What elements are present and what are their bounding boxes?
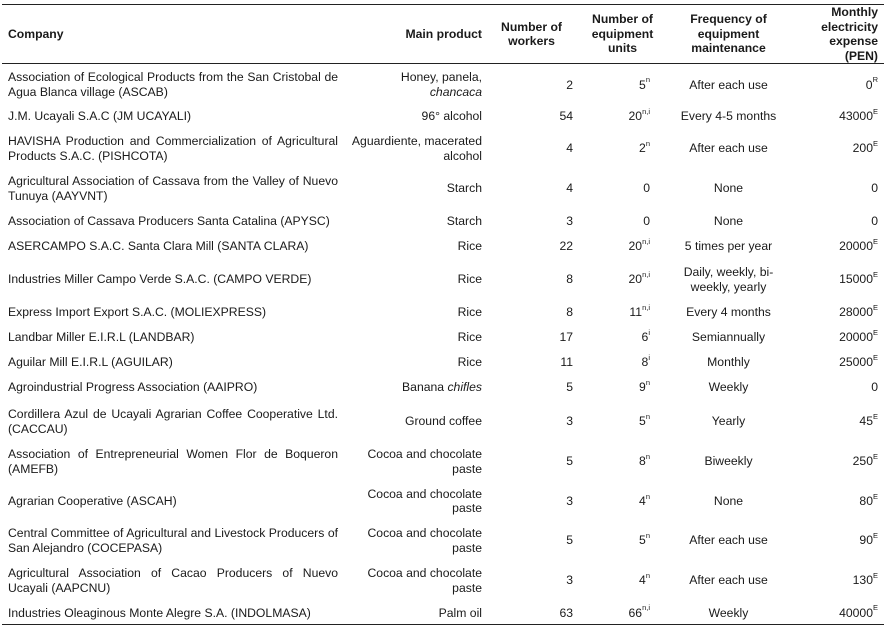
cell-company: ASERCAMPO S.A.C. Santa Clara Mill (SANTA CLARA) <box>8 239 309 254</box>
expense-footnote: E <box>872 303 878 313</box>
units-footnote: n <box>645 378 650 388</box>
expense-value: 20000 <box>839 330 873 345</box>
cell-expense <box>789 64 884 106</box>
header-company: Company <box>2 5 342 64</box>
cell-frequency: Every 4-5 months <box>680 109 777 124</box>
cell-frequency: Daily, weekly, bi-weekly, yearly <box>683 265 774 294</box>
units-value: 6 <box>641 330 649 345</box>
units-footnote: i <box>648 328 650 338</box>
cell-units <box>577 170 668 208</box>
cell-product <box>342 443 486 481</box>
units-footnote: n,i <box>642 270 650 280</box>
cell-workers: 3 <box>566 414 573 429</box>
cell-frequency: Weekly <box>668 602 789 625</box>
cell-units <box>577 325 668 351</box>
cell-workers: 11 <box>560 355 573 370</box>
cell-company: Agricultural Association of Cassava from the Valley of Nuevo Tunuya (AAYVNT) <box>8 174 338 203</box>
cell-workers: 54 <box>559 109 573 124</box>
cell-units <box>577 301 668 325</box>
units-value: 20 <box>628 239 643 254</box>
cell-expense <box>789 522 884 560</box>
expense-footnote: E <box>872 139 878 149</box>
cell-units <box>577 602 668 625</box>
cell-frequency: After each use <box>689 77 768 92</box>
cell-frequency: Every 4 months <box>686 305 771 320</box>
cell-frequency: None <box>713 181 744 196</box>
expense-value: 15000 <box>839 272 873 287</box>
expense-value: 45 <box>859 414 873 429</box>
product-text: Starch <box>446 213 482 228</box>
cell-expense <box>789 235 884 259</box>
cell-company: Association of Cassava Producers Santa Catalina (APYSC) <box>8 213 330 228</box>
cell-product <box>342 208 486 235</box>
table-row <box>2 208 884 235</box>
cell-company: Agricultural Association of Cacao Producers of Nuevo Ucayali (AAPCNU) <box>8 566 338 595</box>
table-row <box>2 106 884 128</box>
table-row <box>2 170 884 208</box>
units-footnote: n,i <box>642 603 650 613</box>
expense-footnote: E <box>872 531 878 541</box>
cell-workers: 3 <box>566 493 573 508</box>
product-text: Starch <box>446 181 482 196</box>
cell-units <box>577 106 668 128</box>
header-expense: Monthly electricity expense (PEN) <box>789 5 884 64</box>
expense-value: 40000 <box>839 605 873 620</box>
units-footnote: i <box>648 353 650 363</box>
table-row <box>2 325 884 351</box>
equipment-table <box>2 4 884 625</box>
table-row <box>2 64 884 106</box>
units-value: 20 <box>628 272 643 287</box>
cell-frequency: Monthly <box>707 355 750 370</box>
cell-frequency: 5 times per year <box>684 239 773 254</box>
expense-value: 200 <box>852 141 873 156</box>
expense-value: 0 <box>871 213 878 228</box>
cell-product <box>342 301 486 325</box>
units-value: 2 <box>639 141 646 156</box>
units-footnote: n <box>645 571 650 581</box>
cell-units <box>577 375 668 401</box>
expense-value: 43000 <box>839 109 873 124</box>
cell-expense <box>789 325 884 351</box>
cell-company: Central Committee of Agricultural and Livestock Producers of San Alejandro (COCEPASA) <box>8 526 338 555</box>
cell-workers: 3 <box>566 213 573 228</box>
expense-footnote: E <box>872 491 878 501</box>
table-row <box>2 443 884 481</box>
product-text: Rice <box>457 355 482 370</box>
cell-units <box>577 128 668 170</box>
units-value: 66 <box>628 605 643 620</box>
cell-product <box>342 602 486 625</box>
cell-company: Industries Miller Campo Verde S.A.C. (CAMPO VERDE) <box>8 272 312 287</box>
units-value: 0 <box>643 181 650 196</box>
expense-value: 130 <box>852 573 873 588</box>
cell-product <box>342 128 486 170</box>
expense-footnote: E <box>872 412 878 422</box>
cell-expense <box>789 375 884 401</box>
units-value: 5 <box>639 77 646 92</box>
cell-expense <box>789 106 884 128</box>
cell-expense <box>789 351 884 375</box>
cell-workers: 3 <box>566 573 573 588</box>
units-value: 4 <box>639 493 646 508</box>
expense-footnote: E <box>872 353 878 363</box>
cell-expense <box>789 481 884 522</box>
cell-frequency: None <box>713 493 744 508</box>
cell-expense <box>789 602 884 625</box>
cell-product <box>342 106 486 128</box>
cell-company: Association of Ecological Products from the San Cristobal de Agua Blanca village (ASCAB) <box>8 70 338 99</box>
cell-company: HAVISHA Production and Commercialization of Agricultural Products S.A.C. (PISHCOTA) <box>8 134 338 163</box>
product-text: Rice <box>457 305 482 320</box>
cell-units <box>577 259 668 301</box>
header-workers: Number of workers <box>486 5 577 64</box>
cell-frequency: None <box>713 213 744 228</box>
expense-value: 250 <box>852 454 873 469</box>
cell-company: Agroindustrial Progress Association (AAIPRO) <box>8 380 258 395</box>
expense-footnote: E <box>872 452 878 462</box>
cell-product <box>342 522 486 560</box>
units-value: 0 <box>643 213 650 228</box>
cell-workers: 8 <box>566 305 573 320</box>
cell-frequency: Weekly <box>708 380 749 395</box>
table-row <box>2 301 884 325</box>
cell-company: Express Import Export S.A.C. (MOLIEXPRESS) <box>8 305 267 320</box>
cell-workers: 4 <box>566 181 573 196</box>
cell-company: Agrarian Cooperative (ASCAH) <box>8 493 177 508</box>
expense-value: 0 <box>871 181 878 196</box>
product-text: Rice <box>457 239 482 254</box>
expense-footnote: E <box>872 107 878 117</box>
units-value: 4 <box>639 573 646 588</box>
units-footnote: n,i <box>642 107 650 117</box>
cell-units <box>577 481 668 522</box>
units-footnote: n <box>645 452 650 462</box>
cell-workers: 5 <box>566 454 573 469</box>
table-row <box>2 522 884 560</box>
cell-expense <box>789 301 884 325</box>
cell-expense <box>789 170 884 208</box>
cell-company: Industries Oleaginous Monte Alegre S.A. (INDOLMASA) <box>2 602 342 625</box>
cell-product <box>342 64 486 106</box>
cell-workers: 22 <box>559 239 573 254</box>
cell-units <box>577 401 668 443</box>
table-row <box>2 351 884 375</box>
cell-workers: 8 <box>566 272 573 287</box>
table-row <box>2 235 884 259</box>
cell-frequency: Biweekly <box>704 454 753 469</box>
expense-footnote: E <box>872 270 878 280</box>
units-value: 5 <box>639 414 646 429</box>
header-product: Main product <box>342 5 486 64</box>
units-value: 9 <box>639 380 646 395</box>
table-row <box>2 259 884 301</box>
cell-expense <box>789 128 884 170</box>
expense-value: 0 <box>865 77 873 92</box>
product-text: Honey, panela, <box>400 70 482 85</box>
product-text: Ground coffee <box>404 414 482 429</box>
expense-value: 25000 <box>839 355 873 370</box>
cell-frequency: Yearly <box>711 414 746 429</box>
cell-product <box>342 401 486 443</box>
expense-footnote: R <box>872 75 878 85</box>
table-row <box>2 128 884 170</box>
cell-product <box>342 481 486 522</box>
product-italic: chifles <box>447 380 482 395</box>
cell-product <box>342 170 486 208</box>
product-text: Aguardiente, macerated alcohol <box>351 134 482 163</box>
table-row <box>2 481 884 522</box>
expense-footnote: E <box>872 328 878 338</box>
units-value: 8 <box>639 454 646 469</box>
expense-value: 90 <box>859 533 873 548</box>
product-text: Cocoa and chocolate paste <box>367 526 482 555</box>
units-value: 11 <box>629 305 643 320</box>
expense-value: 28000 <box>839 305 873 320</box>
units-footnote: n,i <box>642 237 650 247</box>
cell-units <box>577 351 668 375</box>
cell-frequency: After each use <box>689 573 768 588</box>
units-footnote: n <box>645 531 650 541</box>
product-text: Cocoa and chocolate paste <box>367 566 482 595</box>
table-row <box>2 375 884 401</box>
table-row <box>2 560 884 602</box>
cell-product <box>342 259 486 301</box>
cell-company: Aguilar Mill E.I.R.L (AGUILAR) <box>8 355 173 370</box>
product-italic: chancaca <box>429 84 482 99</box>
cell-company: Cordillera Azul de Ucayali Agrarian Coffee Cooperative Ltd. (CACCAU) <box>8 407 338 436</box>
cell-units <box>577 443 668 481</box>
cell-workers: 5 <box>566 533 573 548</box>
cell-units <box>577 560 668 602</box>
product-text: Palm oil <box>438 605 482 620</box>
expense-footnote: E <box>872 603 878 613</box>
header-row <box>2 5 884 64</box>
table-row <box>2 401 884 443</box>
expense-value: 0 <box>871 380 878 395</box>
product-text: Rice <box>457 330 482 345</box>
cell-expense <box>789 259 884 301</box>
units-value: 5 <box>639 533 646 548</box>
cell-workers: 17 <box>559 330 573 345</box>
cell-company: J.M. Ucayali S.A.C (JM UCAYALI) <box>8 109 192 124</box>
header-units: Number of equipment units <box>577 5 668 64</box>
cell-expense <box>789 208 884 235</box>
cell-units <box>577 235 668 259</box>
cell-units <box>577 208 668 235</box>
cell-expense <box>789 560 884 602</box>
units-footnote: n <box>645 491 650 501</box>
cell-product <box>342 560 486 602</box>
cell-workers: 4 <box>566 141 573 156</box>
cell-workers: 2 <box>566 77 573 92</box>
cell-product <box>342 375 486 401</box>
cell-units <box>577 522 668 560</box>
cell-workers: 5 <box>566 380 573 395</box>
product-text: 96° alcohol <box>421 109 482 124</box>
cell-workers: 63 <box>486 602 577 625</box>
units-footnote: n <box>645 412 650 422</box>
table-row <box>2 602 884 625</box>
product-text: Cocoa and chocolate paste <box>367 447 482 476</box>
cell-product <box>342 351 486 375</box>
product-text: Cocoa and chocolate paste <box>367 486 482 515</box>
cell-frequency: After each use <box>689 141 768 156</box>
cell-product <box>342 235 486 259</box>
cell-company: Landbar Miller E.I.R.L (LANDBAR) <box>8 330 195 345</box>
expense-value: 80 <box>859 493 873 508</box>
units-footnote: n,i <box>642 303 650 313</box>
cell-frequency: Semiannually <box>691 330 766 345</box>
cell-product <box>342 325 486 351</box>
cell-units <box>577 64 668 106</box>
cell-expense <box>789 443 884 481</box>
header-frequency: Frequency of equipment maintenance <box>668 5 789 64</box>
cell-company: Association of Entrepreneurial Women Flor de Boqueron (AMEFB) <box>8 447 338 476</box>
expense-footnote: E <box>872 571 878 581</box>
cell-expense <box>789 401 884 443</box>
units-value: 8 <box>641 355 649 370</box>
units-footnote: n <box>645 75 650 85</box>
units-footnote: n <box>645 139 650 149</box>
expense-footnote: E <box>872 237 878 247</box>
product-text: Rice <box>457 272 482 287</box>
cell-frequency: After each use <box>689 533 768 548</box>
units-value: 20 <box>628 109 643 124</box>
expense-value: 20000 <box>839 239 873 254</box>
product-text: Banana <box>402 380 445 395</box>
